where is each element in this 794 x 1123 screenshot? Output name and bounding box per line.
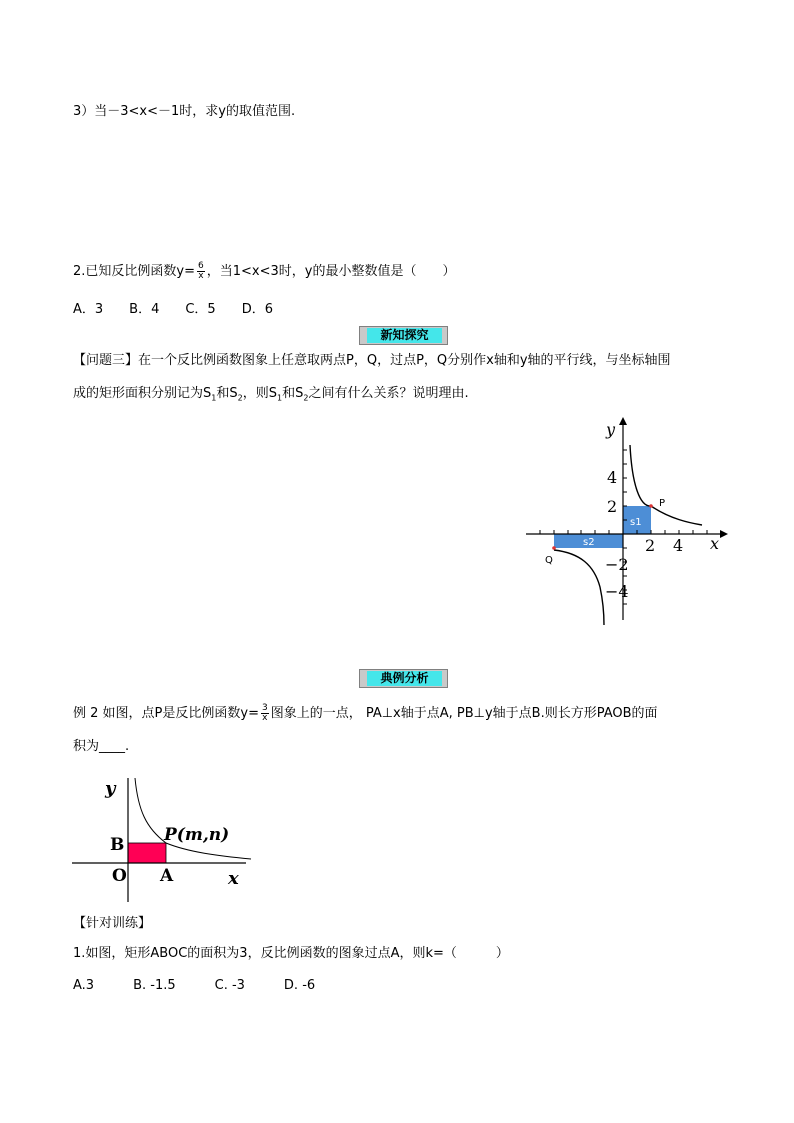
example-2-line-2: 积为____. (73, 739, 130, 754)
y-axis-arrow (619, 417, 627, 425)
point-q-label: Q (545, 555, 553, 566)
rect-s1-label: s1 (630, 517, 642, 528)
training-question-1: 1.如图，矩形ABOC的面积为3，反比例函数的图象过点A，则k=（ ） (73, 946, 509, 961)
question-2-options: A．3 B．4 C．5 D．6 (73, 302, 273, 317)
y-axis-label: y (606, 420, 616, 439)
training-question-1-options: A.3 B. -1.5 C. -3 D. -6 (73, 978, 316, 993)
problem-3-line-2: 成的矩形面积分别记为$S_1$和$S_2$，则$S_1$和$S_2$之间有什么关系？说明理由. (73, 386, 469, 403)
point-b-label: B (110, 835, 125, 855)
point-q-marker (552, 546, 556, 550)
y-label: y (105, 778, 116, 799)
point-a-label: A (160, 866, 174, 886)
hyperbola-branch-q3 (554, 550, 604, 625)
hyperbola-graph-1 (520, 415, 730, 630)
y-tick-4: 4 (607, 468, 618, 487)
hyperbola-graph-2 (68, 770, 258, 905)
q2-prefix: 2.已知反比例函数y= (73, 264, 195, 279)
example2-fraction: $\frac{3}{x}$ (261, 703, 268, 723)
rect-s2-label: s2 (583, 537, 595, 548)
x-axis-label: x (710, 534, 720, 553)
section-tag-new-knowledge: 新知探究 (359, 326, 448, 345)
q2-suffix: ，当1<x<3时，y的最小整数值是（ ） (206, 264, 456, 279)
x-axis-arrow (720, 530, 728, 538)
problem-3-line-1: 【问题三】在一个反比例函数图象上任意取两点P，Q，过点P，Q分别作x轴和y轴的平行线，与坐标轴围 (73, 353, 671, 368)
x-tick-2: 2 (645, 536, 656, 555)
training-heading: 【针对训练】 (73, 916, 152, 931)
y-tick-neg4: −4 (605, 582, 629, 601)
y-tick-neg2: −2 (605, 555, 629, 574)
section-tag-example-analysis: 典例分析 (359, 669, 448, 688)
rectangle-paob (128, 843, 166, 863)
question-3-text: 3）当－3<x<－1时，求y的取值范围. (73, 104, 296, 119)
q2-fraction: $\frac{6}{x}$ (198, 261, 204, 281)
point-p-label: P (659, 498, 666, 509)
question-2-text (73, 262, 455, 281)
x-tick-4: 4 (673, 536, 684, 555)
x-label: x (228, 868, 239, 889)
origin-label: O (112, 866, 127, 886)
example-2-line-1: 例 2 如图，点P是反比例函数y= $\frac{3}{x}$ 图象上的一点， PA⊥x轴于点A, PB⊥y轴于点B.则长方形PAOB的面 (73, 703, 658, 723)
y-tick-2: 2 (607, 497, 618, 516)
point-p-marker (649, 504, 653, 508)
point-p-label: P(m,n) (164, 825, 230, 845)
